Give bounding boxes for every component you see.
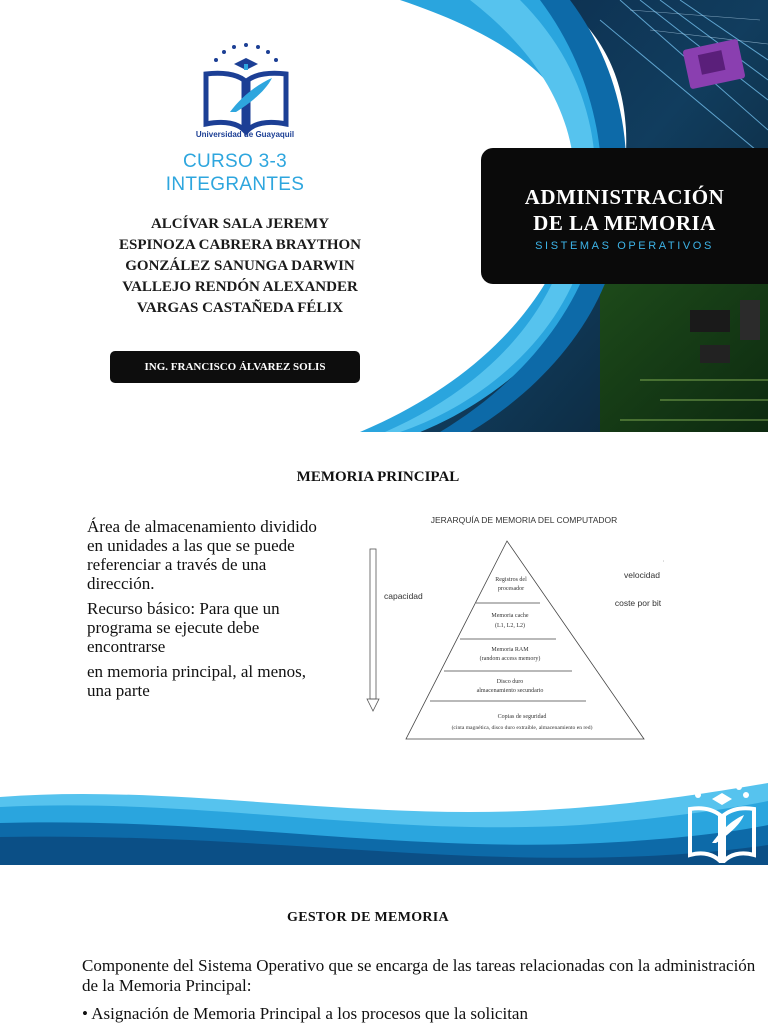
pyramid (406, 541, 644, 739)
memory-hierarchy-diagram (364, 511, 664, 751)
course-heading (120, 150, 350, 196)
title-line-1: ADMINISTRACIÓN (524, 185, 725, 209)
level-copias-line2: (cinta magnética, disco duro extraíble, almacenamiento en red) (451, 725, 593, 731)
university-logo-small (684, 777, 760, 863)
capacity-label: capacidad (384, 591, 423, 601)
body-paragraph: en memoria principal, al menos, una parte (87, 662, 307, 700)
body-paragraph: Área de almacenamiento dividido en unidades a las que se puede referenciar a través de una dirección. (87, 517, 317, 593)
slide-title: GESTOR DE MEMORIA (287, 910, 449, 925)
member-name: VALLEJO RENDÓN ALEXANDER (122, 279, 358, 295)
instructor-label: ING. FRANCISCO ÁLVAREZ SOLIS (110, 351, 360, 383)
level-registros-line2: procesador (497, 586, 525, 592)
member-list (90, 214, 390, 319)
memoria-principal-slide (0, 433, 768, 865)
cost-label: coste por bit (614, 598, 662, 608)
member-name: ESPINOZA CABRERA BRAYTHON (119, 237, 361, 253)
presentation-subtitle: SISTEMAS OPERATIVOS (535, 240, 714, 252)
slide-title: MEMORIA PRINCIPAL (296, 469, 460, 485)
capacity-arrow (367, 549, 379, 711)
slide-body (87, 517, 327, 706)
diagram-title: JERARQUÍA DE MEMORIA DEL COMPUTADOR (430, 515, 618, 525)
members-heading: INTEGRANTES (165, 174, 305, 195)
level-cache-line2: (L1, L2, L2) (495, 623, 525, 629)
level-copias-line1: Copias de seguridad (497, 714, 547, 720)
footer-wave (0, 773, 768, 865)
member-name: VARGAS CASTAÑEDA FÉLIX (136, 300, 344, 316)
level-registros-line1: Registros del (495, 577, 527, 583)
member-name: GONZÁLEZ SANUNGA DARWIN (125, 258, 355, 274)
university-logo (186, 40, 306, 144)
title-slide (0, 0, 768, 432)
level-ram-line1: Memoria RAM (491, 647, 529, 653)
course-label: CURSO 3-3 (182, 151, 288, 172)
member-name: ALCÍVAR SALA JEREMY (150, 216, 330, 232)
university-name: Universidad de Guayaquil (195, 130, 295, 139)
speed-label: velocidad (624, 570, 660, 580)
bullet-item: • Asignación de Memoria Principal a los procesos que la solicitan (82, 1004, 528, 1023)
gestor-memoria-slide (0, 866, 768, 1024)
slide-intro: Componente del Sistema Operativo que se encarga de las tareas relacionadas con la administración de la Memoria Principal: (82, 956, 756, 995)
level-disco-line1: Disco duro (496, 679, 524, 685)
level-ram-line2: (random access memory) (479, 656, 541, 662)
presentation-title (481, 184, 768, 236)
title-line-2: DE LA MEMORIA (533, 211, 716, 235)
body-paragraph: Recurso básico: Para que un programa se ejecute debe encontrarse (87, 599, 280, 656)
title-panel (481, 148, 768, 284)
level-disco-line2: almacenamiento secundario (476, 688, 544, 694)
level-cache-line1: Memoria cache (491, 613, 529, 619)
